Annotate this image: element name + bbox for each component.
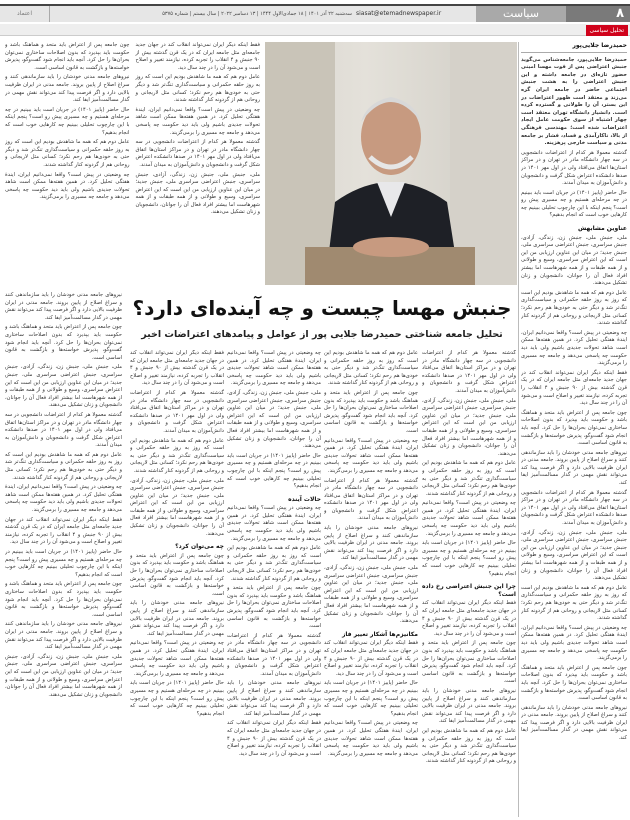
paragraph: حال حاضر (پاییز ۱۴۰۱) در جریان است باید ببینیم در چه مرحله‌ای هستیم و چه مسیری پیش رو است؟ پنجم اینکه با این چارچوب تحلیلی ببینیم چه کارهایی خوب است که انجام بدهیم؟: [5, 549, 122, 578]
paragraph: چه وضعیتی در پیش است؟ واقعا نمی‌دانیم ایران، ایندۀ هفتگی تحلیل کرد. در همین هفته‌ها ممکن است شاهد تحولات جدیدی باشیم ولی باید دید حکومت چه پاسخی می‌دهد و جامعه چه مسیری را برمی‌گزیند.: [521, 624, 627, 662]
column-3: [227, 350, 321, 817]
column-5: [5, 292, 122, 817]
paragraph: عامل دوم هم که همه ما شاهدش بودیم این است که روز به روز حلقه حکمرانی و سیاست‌گذاری تنگ‌تر شد و دیگر حتی به خودی‌ها هم رحم نکرد؛ کسانی مثل لاریجانی و روحانی هم از گردونه کنار گذاشته شدند.: [135, 74, 260, 104]
paragraph: چه وضعیتی در پیش است؟ واقعا نمی‌دانیم ایران، ایندۀ هفتگی تحلیل کرد. در همین هفته‌ها ممکن است شاهد تحولات جدیدی باشیم ولی باید دید حکومت چه پاسخی می‌دهد و جامعه چه مسیری را برمی‌گزیند.: [5, 171, 130, 201]
paragraph: عامل دوم هم که همه ما شاهدش بودیم این است که روز به روز حلقه حکمرانی و سیاست‌گذاری تنگ‌تر شد و دیگر حتی به خودی‌ها هم رحم نکرد؛ کسانی مثل لاریجانی و روحانی هم از گردونه کنار گذاشته شدند.: [324, 350, 418, 387]
paragraph: نیروهای جامعه مدنی خودشان را باید سازماندهی کنند و سراغ اصلاح از پایین بروند. جامعه مدنی در ایران ظرفیت بالایی دارد و اگر فرصت پیدا کند می‌تواند نقش مهمی در گذار مسالمت‌آمیز ایفا کند.: [5, 74, 130, 104]
paragraph: نیروهای جامعه مدنی خودشان را باید سازماندهی کنند و سراغ اصلاح از پایین بروند. جامعه مدنی در ایران ظرفیت بالایی دارد و اگر فرصت پیدا کند می‌تواند نقش مهمی در گذار مسالمت‌آمیز ایفا کند.: [422, 687, 516, 725]
paragraph: فقط اینکه دیگر ایران نمی‌تواند انقلاب کند در جهان جدید جامعه‌ای مثل جامعه ایران که در یک قرن گذشته بیش از ۹۰ جنبش و ۴ انقلاب را تجربه کرده، نیازمند تغییر و اصلاح است و می‌شود آن را در چند سال دید.: [227, 720, 321, 757]
paragraph: چون جامعه پس از اعتراض باید متحد و هماهنگ باشد و حکومت باید بپذیرد که بدون اصلاحات ساختاری نمی‌توان بحران‌ها را حل کرد. آنچه باید انجام شود گفت‌وگو، پذیرش خواسته‌ها و بازگشت به قانون اساسی است.: [130, 552, 224, 597]
paragraph: حال حاضر (پاییز ۱۴۰۱) در جریان است باید ببینیم در چه مرحله‌ای هستیم و چه مسیری پیش رو است؟ پنجم اینکه با این چارچوب تحلیلی ببینیم چه کارهایی خوب است که انجام بدهیم؟: [227, 452, 321, 490]
paragraph: ملی، جنبش ملی، جنبش زن، زندگی، آزادی، جنبش سراسری، جنبش اعتراضی سراسری ملی، جنبش جدید؛ در میان این عناوین ارزیابی من این است که این اعتراض سراسری، وسیع و طولانی و از همه طبقات و از همه شهرهاست اما بیشتر افراد فعال آن را جوانان، دانشجویان و زنان تشکیل می‌دهند.: [422, 397, 516, 457]
headline: جنبش مهسا چیست و چه آینده‌ای دارد؟: [132, 296, 512, 320]
paragraph: نیروهای جامعه مدنی خودشان را باید سازماندهی کنند و سراغ اصلاح از پایین بروند. جامعه مدنی در ایران ظرفیت بالایی دارد و اگر فرصت پیدا کند می‌تواند نقش مهمی در گذار مسالمت‌آمیز ایفا کند.: [324, 525, 418, 562]
subhead: عناوین مشابهش: [577, 225, 627, 233]
paragraph: فقط اینکه دیگر ایران نمی‌تواند انقلاب کند در جهان جدید جامعه‌ای مثل جامعه ایران که در یک قرن گذشته بیش از ۹۰ جنبش و ۴ انقلاب را تجربه کرده، نیازمند تغییر و اصلاح است و می‌شود آن را در چند سال دید.: [521, 369, 627, 407]
column-2: [324, 350, 418, 817]
paragraph: ملی، جنبش ملی، جنبش زن، زندگی، آزادی، جنبش سراسری، جنبش اعتراضی سراسری ملی، جنبش جدید؛ در میان این عناوین ارزیابی من این است که این اعتراض سراسری، وسیع و طولانی و از همه طبقات و از همه شهرهاست اما بیشتر افراد فعال آن را جوانان، دانشجویان و زنان تشکیل می‌دهند.: [130, 477, 224, 537]
column-divider: [518, 42, 519, 817]
paragraph: عامل دوم هم که همه ما شاهدش بودیم این است که روز به روز حلقه حکمرانی و سیاست‌گذاری تنگ‌تر شد و دیگر حتی به خودی‌ها هم رحم نکرد؛ کسانی مثل لاریجانی و روحانی هم از گردونه کنار گذاشته شدند.: [227, 545, 321, 582]
paragraph: عامل دوم هم که همه ما شاهدش بودیم این است که روز به روز حلقه حکمرانی و سیاست‌گذاری تنگ‌تر شد و دیگر حتی به خودی‌ها هم رحم نکرد؛ کسانی مثل لاریجانی و روحانی هم از گردونه کنار گذاشته شدند.: [5, 451, 122, 481]
section-title: سیاست: [476, 6, 566, 22]
paragraph: عامل دوم هم که همه ما شاهدش بودیم این است که روز به روز حلقه حکمرانی و سیاست‌گذاری تنگ‌تر شد و دیگر حتی به خودی‌ها هم رحم نکرد؛ کسانی مثل لاریجانی و روحانی هم از گردونه کنار گذاشته شدند.: [422, 727, 516, 765]
column-right: [521, 42, 627, 817]
page-header: [0, 4, 630, 22]
paragraph: چه وضعیتی در پیش است؟ واقعا نمی‌دانیم ایران، ایندۀ هفتگی تحلیل کرد. در همین هفته‌ها ممکن است شاهد تحولات جدیدی باشیم ولی باید دید حکومت چه پاسخی می‌دهد و جامعه چه مسیری را برمی‌گزیند.: [5, 484, 122, 514]
section-email[interactable]: siasat@etemadnewspaper.ir: [356, 10, 442, 17]
paragraph: عامل دوم هم که همه ما شاهدش بودیم این است که روز به روز حلقه حکمرانی و سیاست‌گذاری تنگ‌تر شد و دیگر حتی به خودی‌ها هم رحم نکرد؛ کسانی مثل لاریجانی و روحانی هم از گردونه کنار گذاشته شدند.: [130, 437, 224, 474]
paragraph: چه وضعیتی در پیش است؟ واقعا نمی‌دانیم ایران، ایندۀ هفتگی تحلیل کرد. در همین هفته‌ها ممکن است شاهد تحولات جدیدی باشیم ولی باید دید حکومت چه پاسخی می‌دهد و جامعه چه مسیری را برمی‌گزیند.: [422, 500, 516, 537]
column-4: [130, 350, 224, 817]
paragraph: ملی، جنبش ملی، جنبش زن، زندگی، آزادی، جنبش سراسری، جنبش اعتراضی سراسری ملی، جنبش جدید؛ در میان این عناوین ارزیابی من این است که این اعتراض سراسری، وسیع و طولانی و از همه طبقات و از همه شهرهاست اما بیشتر افراد فعال آن را جوانان، دانشجویان و زنان تشکیل می‌دهند.: [521, 234, 627, 287]
paragraph: ملی، جنبش ملی، جنبش زن، زندگی، آزادی، جنبش سراسری، جنبش اعتراضی سراسری ملی، جنبش جدید؛ در میان این عناوین ارزیابی من این است که این اعتراض سراسری، وسیع و طولانی و از همه طبقات و از همه شهرهاست اما بیشتر افراد فعال آن را جوانان، دانشجویان و زنان تشکیل می‌دهند.: [5, 653, 122, 698]
paragraph: فقط اینکه دیگر ایران نمی‌تواند انقلاب کند در جهان جدید جامعه‌ای مثل جامعه ایران که در یک قرن گذشته بیش از ۹۰ جنبش و ۴ انقلاب را تجربه کرده، نیازمند تغییر و اصلاح است و می‌شود آن را در چند سال دید.: [422, 600, 516, 637]
paragraph: عامل دوم هم که همه ما شاهدش بودیم این است که روز به روز حلقه حکمرانی و سیاست‌گذاری تنگ‌تر شد و دیگر حتی به خودی‌ها هم رحم نکرد؛ کسانی مثل لاریجانی و روحانی هم از گردونه کنار گذاشته شدند.: [521, 289, 627, 327]
paragraph: حال حاضر (پاییز ۱۴۰۱) در جریان است باید ببینیم در چه مرحله‌ای هستیم و چه مسیری پیش رو است؟ پنجم اینکه با این چارچوب تحلیلی ببینیم چه کارهایی خوب است که انجام بدهیم؟: [5, 106, 130, 136]
paragraph: چون جامعه پس از اعتراض باید متحد و هماهنگ باشد و حکومت باید بپذیرد که بدون اصلاحات ساختاری نمی‌توان بحران‌ها را حل کرد. آنچه باید انجام شود گفت‌وگو، پذیرش خواسته‌ها و بازگشت به قانون اساسی است.: [5, 581, 122, 618]
paragraph: ملی، جنبش ملی، جنبش زن، زندگی، آزادی، جنبش سراسری، جنبش اعتراضی سراسری ملی، جنبش جدید؛ در میان این عناوین ارزیابی من این است که این اعتراض سراسری، وسیع و طولانی و از همه طبقات و از همه شهرهاست اما بیشتر افراد فعال آن را جوانان، دانشجویان و زنان تشکیل می‌دهند.: [5, 364, 122, 409]
paragraph: حال حاضر (پاییز ۱۴۰۱) در جریان است باید ببینیم در چه مرحله‌ای هستیم و چه مسیری پیش رو است؟ پنجم اینکه با این چارچوب تحلیلی ببینیم چه کارهایی خوب است که انجام بدهیم؟: [324, 680, 418, 717]
paragraph: عامل دوم هم که همه ما شاهدش بودیم این است که روز به روز حلقه حکمرانی و سیاست‌گذاری تنگ‌تر شد و دیگر حتی به خودی‌ها هم رحم نکرد؛ کسانی مثل لاریجانی و روحانی هم از گردونه کنار گذاشته شدند.: [5, 139, 130, 168]
paragraph: فقط اینکه دیگر ایران نمی‌تواند انقلاب کند در جهان جدید جامعه‌ای مثل جامعه ایران که در یک قرن گذشته بیش از ۹۰ جنبش و ۴ انقلاب را تجربه کرده، نیازمند تغییر و اصلاح است و می‌شود آن را در چند سال دید.: [5, 516, 122, 546]
subhead: مکانیزم‌ها آشکار تغییر فاز: [341, 630, 418, 638]
paragraph: چون جامعه پس از اعتراض باید متحد و هماهنگ باشد و حکومت باید بپذیرد که بدون اصلاحات ساختاری نمی‌توان بحران‌ها را حل کرد. آنچه باید انجام شود گفت‌وگو، پذیرش خواسته‌ها و بازگشت به قانون اساسی است.: [227, 585, 321, 630]
subhead: چه می‌توان کرد؟: [175, 543, 224, 551]
page-number: ۸: [566, 6, 630, 22]
subhead: چرا این جنبش اعتراضی رخ داده است؟: [422, 583, 516, 598]
sub-bar: [0, 24, 630, 36]
paragraph: فقط اینکه دیگر ایران نمی‌تواند انقلاب کند در جهان جدید جامعه‌ای مثل جامعه ایران که در یک قرن گذشته بیش از ۹۰ جنبش و ۴ انقلاب را تجربه کرده، نیازمند تغییر و اصلاح است و می‌شود آن را در چند سال دید.: [324, 640, 418, 677]
paragraph: گذشته معمولا هر کدام از اعتراضات دانشجویی در سه چهار دانشگاه مادر در تهران و در مراکز استان‌ها اتفاق می‌افتاد ولی در اول مهر ۱۴۰۱ در صدها دانشکده اعتراض شکل گرفت و دانشجویان و دانش‌آموزان به میدان آمدند.: [130, 389, 224, 434]
intro: حمیدرضا جلایی‌پور، جامعه‌شناس می‌گوید جنبش اعتراضی پس از فوت مهسا امینی حضور تازه‌ای در جامعه داشته و این جنبش اعتراضی را به هشت جنبش اجتماعی حاضر در جامعه ایران گره می‌زند و معتقد است ظهور اعتراضات در این بستر، آن را طولانی و گسترده کرده است. دانشیار دانشگاه تهران معتقد است چهار اشتباه از سوی حکومت عامل ایجاد اعتراضات شده است؛ مهندسی فرهنگی از بالا، ناکارآمدی و فساد، فشار بر جامعه مدنی و سیاست خارجی پرهزینه.: [521, 56, 627, 147]
paragraph: گذشته معمولا هر کدام از اعتراضات دانشجویی در سه چهار دانشگاه مادر در تهران و در مراکز استان‌ها اتفاق می‌افتاد ولی در اول مهر ۱۴۰۱ در صدها دانشکده اعتراض شکل گرفت و دانشجویان و دانش‌آموزان به میدان آمدند.: [227, 632, 321, 677]
paragraph: چون جامعه پس از اعتراض باید متحد و هماهنگ باشد و حکومت باید بپذیرد که بدون اصلاحات ساختاری نمی‌توان بحران‌ها را حل کرد. آنچه باید انجام شود گفت‌وگو، پذیرش خواسته‌ها و بازگشت به قانون اساسی است.: [324, 389, 418, 434]
paragraph: نیروهای جامعه مدنی خودشان را باید سازماندهی کنند و سراغ اصلاح از پایین بروند. جامعه مدنی در ایران ظرفیت بالایی دارد و اگر فرصت پیدا کند می‌تواند نقش مهمی در گذار مسالمت‌آمیز ایفا کند.: [5, 292, 122, 321]
paragraph: گذشته معمولا هر کدام از اعتراضات دانشجویی در سه چهار دانشگاه مادر در تهران و در مراکز استان‌ها اتفاق می‌افتاد ولی در اول مهر ۱۴۰۱ در صدها دانشکده اعتراض شکل گرفت و دانشجویان و دانش‌آموزان به میدان آمدند.: [324, 477, 418, 522]
author-photo: [265, 42, 517, 285]
subhead: حالات آینده: [288, 495, 321, 503]
column-top-left: [5, 42, 260, 288]
paragraph: چون جامعه پس از اعتراض باید متحد و هماهنگ باشد و حکومت باید بپذیرد که بدون اصلاحات ساختاری نمی‌توان بحران‌ها را حل کرد. آنچه باید انجام شود گفت‌وگو، پذیرش خواسته‌ها و بازگشت به قانون اساسی است.: [521, 664, 627, 702]
newspaper-logo: اعتماد: [0, 6, 50, 22]
paragraph: گذشته معمولا هر کدام از اعتراضات دانشجویی در سه چهار دانشگاه مادر در تهران و در مراکز استان‌ها اتفاق می‌افتاد ولی در اول مهر ۱۴۰۱ در صدها دانشکده اعتراض شکل گرفت و دانشجویان و دانش‌آموزان به میدان آمدند.: [521, 149, 627, 187]
issue-date: سه‌شنبه ۲۲ آذر ۱۴۰۱ | ۱۸ جمادی‌الاول ۱۴۴۴ | ۱۳ دسامبر ۲۰۲۲ | سال بیستم | شماره ۵۳۷۵: [162, 11, 352, 17]
paragraph: چه وضعیتی در پیش است؟ واقعا نمی‌دانیم ایران، ایندۀ هفتگی تحلیل کرد. در همین هفته‌ها ممکن است شاهد تحولات جدیدی باشیم ولی باید دید حکومت چه پاسخی می‌دهد و جامعه چه مسیری را برمی‌گزیند.: [227, 350, 321, 387]
paragraph: ملی، جنبش ملی، جنبش زن، زندگی، آزادی، جنبش سراسری، جنبش اعتراضی سراسری ملی، جنبش جدید؛ در میان این عناوین ارزیابی من این است که این اعتراض سراسری، وسیع و طولانی و از همه طبقات و از همه شهرهاست اما بیشتر افراد فعال آن را جوانان، دانشجویان و زنان تشکیل می‌دهند.: [521, 529, 627, 582]
paragraph: گذشته معمولا هر کدام از اعتراضات دانشجویی در سه چهار دانشگاه مادر در تهران و در مراکز استان‌ها اتفاق می‌افتاد ولی در اول مهر ۱۴۰۱ در صدها دانشکده اعتراض شکل گرفت و دانشجویان و دانش‌آموزان به میدان آمدند.: [521, 489, 627, 527]
paragraph: عامل دوم هم که همه ما شاهدش بودیم این است که روز به روز حلقه حکمرانی و سیاست‌گذاری تنگ‌تر شد و دیگر حتی به خودی‌ها هم رحم نکرد؛ کسانی مثل لاریجانی و روحانی هم از گردونه کنار گذاشته شدند.: [521, 584, 627, 622]
paragraph: ملی، جنبش ملی، جنبش زن، زندگی، آزادی، جنبش سراسری، جنبش اعتراضی سراسری ملی، جنبش جدید؛ در میان این عناوین ارزیابی من این است که این اعتراض سراسری، وسیع و طولانی و از همه طبقات و از همه شهرهاست اما بیشتر افراد فعال آن را جوانان، دانشجویان و زنان تشکیل می‌دهند.: [135, 171, 260, 216]
paragraph: چه وضعیتی در پیش است؟ واقعا نمی‌دانیم ایران، ایندۀ هفتگی تحلیل کرد. در همین هفته‌ها ممکن است شاهد تحولات جدیدی باشیم ولی باید دید حکومت چه پاسخی می‌دهد و جامعه چه مسیری را برمی‌گزیند.: [324, 720, 418, 757]
author-name: حمیدرضا جلایی‌پور: [521, 42, 627, 53]
paragraph: گذشته معمولا هر کدام از اعتراضات دانشجویی در سه چهار دانشگاه مادر در تهران و در مراکز استان‌ها اتفاق می‌افتاد ولی در اول مهر ۱۴۰۱ در صدها دانشکده اعتراض شکل گرفت و دانشجویان و دانش‌آموزان به میدان آمدند.: [135, 139, 260, 168]
paragraph: نیروهای جامعه مدنی خودشان را باید سازماندهی کنند و سراغ اصلاح از پایین بروند. جامعه مدنی در ایران ظرفیت بالایی دارد و اگر فرصت پیدا کند می‌تواند نقش مهمی در گذار مسالمت‌آمیز ایفا کند.: [227, 680, 321, 717]
paragraph: عامل دوم هم که همه ما شاهدش بودیم این است که روز به روز حلقه حکمرانی و سیاست‌گذاری تنگ‌تر شد و دیگر حتی به خودی‌ها هم رحم نکرد؛ کسانی مثل لاریجانی و روحانی هم از گردونه کنار گذاشته شدند.: [422, 460, 516, 497]
paragraph: گذشته معمولا هر کدام از اعتراضات دانشجویی در سه چهار دانشگاه مادر در تهران و در مراکز استان‌ها اتفاق می‌افتاد ولی در اول مهر ۱۴۰۱ در صدها دانشکده اعتراض شکل گرفت و دانشجویان و دانش‌آموزان به میدان آمدند.: [5, 411, 122, 449]
paragraph: چه وضعیتی در پیش است؟ واقعا نمی‌دانیم ایران، ایندۀ هفتگی تحلیل کرد. در همین هفته‌ها ممکن است شاهد تحولات جدیدی باشیم ولی باید دید حکومت چه پاسخی می‌دهد و جامعه چه مسیری را برمی‌گزیند.: [324, 437, 418, 474]
paragraph: چه وضعیتی در پیش است؟ واقعا نمی‌دانیم ایران، ایندۀ هفتگی تحلیل کرد. در همین هفته‌ها ممکن است شاهد تحولات جدیدی باشیم ولی باید دید حکومت چه پاسخی می‌دهد و جامعه چه مسیری را برمی‌گزیند.: [130, 640, 224, 677]
paragraph: چون جامعه پس از اعتراض باید متحد و هماهنگ باشد و حکومت باید بپذیرد که بدون اصلاحات ساختاری نمی‌توان بحران‌ها را حل کرد. آنچه باید انجام شود گفت‌وگو، پذیرش خواسته‌ها و بازگشت به قانون اساسی است.: [5, 324, 122, 361]
column-1: [422, 350, 516, 817]
paragraph: حال حاضر (پاییز ۱۴۰۱) در جریان است باید ببینیم در چه مرحله‌ای هستیم و چه مسیری پیش رو است؟ پنجم اینکه با این چارچوب تحلیلی ببینیم چه کارهایی خوب است که انجام بدهیم؟: [521, 189, 627, 219]
paragraph: فقط اینکه دیگر ایران نمی‌تواند انقلاب کند در جهان جدید جامعه‌ای مثل جامعه ایران که در یک قرن گذشته بیش از ۹۰ جنبش و ۴ انقلاب را تجربه کرده، نیازمند تغییر و اصلاح است و می‌شود آن را در چند سال دید.: [135, 42, 260, 71]
subheadline: تحلیل جامعه شناختی حمیدرضا جلایی پور از عوامل و پیامدهای اعتراضات اخیر: [141, 329, 503, 340]
paragraph: چه وضعیتی در پیش است؟ واقعا نمی‌دانیم ایران، ایندۀ هفتگی تحلیل کرد. در همین هفته‌ها ممکن است شاهد تحولات جدیدی باشیم ولی باید دید حکومت چه پاسخی می‌دهد و جامعه چه مسیری را برمی‌گزیند.: [521, 329, 627, 367]
paragraph: حال حاضر (پاییز ۱۴۰۱) در جریان است باید ببینیم در چه مرحله‌ای هستیم و چه مسیری پیش رو است؟ پنجم اینکه با این چارچوب تحلیلی ببینیم چه کارهایی خوب است که انجام بدهیم؟: [422, 540, 516, 577]
paragraph: چون جامعه پس از اعتراض باید متحد و هماهنگ باشد و حکومت باید بپذیرد که بدون اصلاحات ساختاری نمی‌توان بحران‌ها را حل کرد. آنچه باید انجام شود گفت‌وگو، پذیرش خواسته‌ها و بازگشت به قانون اساسی است.: [422, 640, 516, 685]
paragraph: فقط اینکه دیگر ایران نمی‌تواند انقلاب کند در جهان جدید جامعه‌ای مثل جامعه ایران که در یک قرن گذشته بیش از ۹۰ جنبش و ۴ انقلاب را تجربه کرده، نیازمند تغییر و اصلاح است و می‌شود آن را در چند سال دید.: [130, 350, 224, 387]
paragraph: چه وضعیتی در پیش است؟ واقعا نمی‌دانیم ایران، ایندۀ هفتگی تحلیل کرد. در همین هفته‌ها ممکن است شاهد تحولات جدیدی باشیم ولی باید دید حکومت چه پاسخی می‌دهد و جامعه چه مسیری را برمی‌گزیند.: [135, 106, 260, 136]
paragraph: چون جامعه پس از اعتراض باید متحد و هماهنگ باشد و حکومت باید بپذیرد که بدون اصلاحات ساختاری نمی‌توان بحران‌ها را حل کرد. آنچه باید انجام شود گفت‌وگو، پذیرش خواسته‌ها و بازگشت به قانون اساسی است.: [521, 409, 627, 447]
paragraph: حال حاضر (پاییز ۱۴۰۱) در جریان است باید ببینیم در چه مرحله‌ای هستیم و چه مسیری پیش رو است؟ پنجم اینکه با این چارچوب تحلیلی ببینیم چه کارهایی خوب است که انجام بدهیم؟: [130, 680, 224, 717]
paragraph: گذشته معمولا هر کدام از اعتراضات دانشجویی در سه چهار دانشگاه مادر در تهران و در مراکز استان‌ها اتفاق می‌افتاد ولی در اول مهر ۱۴۰۱ در صدها دانشکده اعتراض شکل گرفت و دانشجویان و دانش‌آموزان به میدان آمدند.: [422, 350, 516, 394]
paragraph: چون جامعه پس از اعتراض باید متحد و هماهنگ باشد و حکومت باید بپذیرد که بدون اصلاحات ساختاری نمی‌توان بحران‌ها را حل کرد. آنچه باید انجام شود گفت‌وگو، پذیرش خواسته‌ها و بازگشت به قانون اساسی است.: [5, 42, 130, 71]
paragraph: نیروهای جامعه مدنی خودشان را باید سازماندهی کنند و سراغ اصلاح از پایین بروند. جامعه مدنی در ایران ظرفیت بالایی دارد و اگر فرصت پیدا کند می‌تواند نقش مهمی در گذار مسالمت‌آمیز ایفا کند.: [130, 600, 224, 637]
paragraph: چه وضعیتی در پیش است؟ واقعا نمی‌دانیم ایران، ایندۀ هفتگی تحلیل کرد. در همین هفته‌ها ممکن است شاهد تحولات جدیدی باشیم ولی باید دید حکومت چه پاسخی می‌دهد و جامعه چه مسیری را برمی‌گزیند.: [227, 505, 321, 542]
paragraph: نیروهای جامعه مدنی خودشان را باید سازماندهی کنند و سراغ اصلاح از پایین بروند. جامعه مدنی در ایران ظرفیت بالایی دارد و اگر فرصت پیدا کند می‌تواند نقش مهمی در گذار مسالمت‌آمیز ایفا کند.: [521, 449, 627, 487]
category-tag: تحلیل سیاسی: [586, 25, 629, 36]
paragraph: نیروهای جامعه مدنی خودشان را باید سازماندهی کنند و سراغ اصلاح از پایین بروند. جامعه مدنی در ایران ظرفیت بالایی دارد و اگر فرصت پیدا کند می‌تواند نقش مهمی در گذار مسالمت‌آمیز ایفا کند.: [5, 621, 122, 651]
paragraph: ملی، جنبش ملی، جنبش زن، زندگی، آزادی، جنبش سراسری، جنبش اعتراضی سراسری ملی، جنبش جدید؛ در میان این عناوین ارزیابی من این است که این اعتراض سراسری، وسیع و طولانی و از همه طبقات و از همه شهرهاست اما بیشتر افراد فعال آن را جوانان، دانشجویان و زنان تشکیل می‌دهند.: [324, 565, 418, 625]
paragraph: ملی، جنبش ملی، جنبش زن، زندگی، آزادی، جنبش سراسری، جنبش اعتراضی سراسری ملی، جنبش جدید؛ در میان این عناوین ارزیابی من این است که این اعتراض سراسری، وسیع و طولانی و از همه طبقات و از همه شهرهاست اما بیشتر افراد فعال آن را جوانان، دانشجویان و زنان تشکیل می‌دهند.: [227, 389, 321, 450]
paragraph: نیروهای جامعه مدنی خودشان را باید سازماندهی کنند و سراغ اصلاح از پایین بروند. جامعه مدنی در ایران ظرفیت بالایی دارد و اگر فرصت پیدا کند می‌تواند نقش مهمی در گذار مسالمت‌آمیز ایفا کند.: [521, 704, 627, 742]
